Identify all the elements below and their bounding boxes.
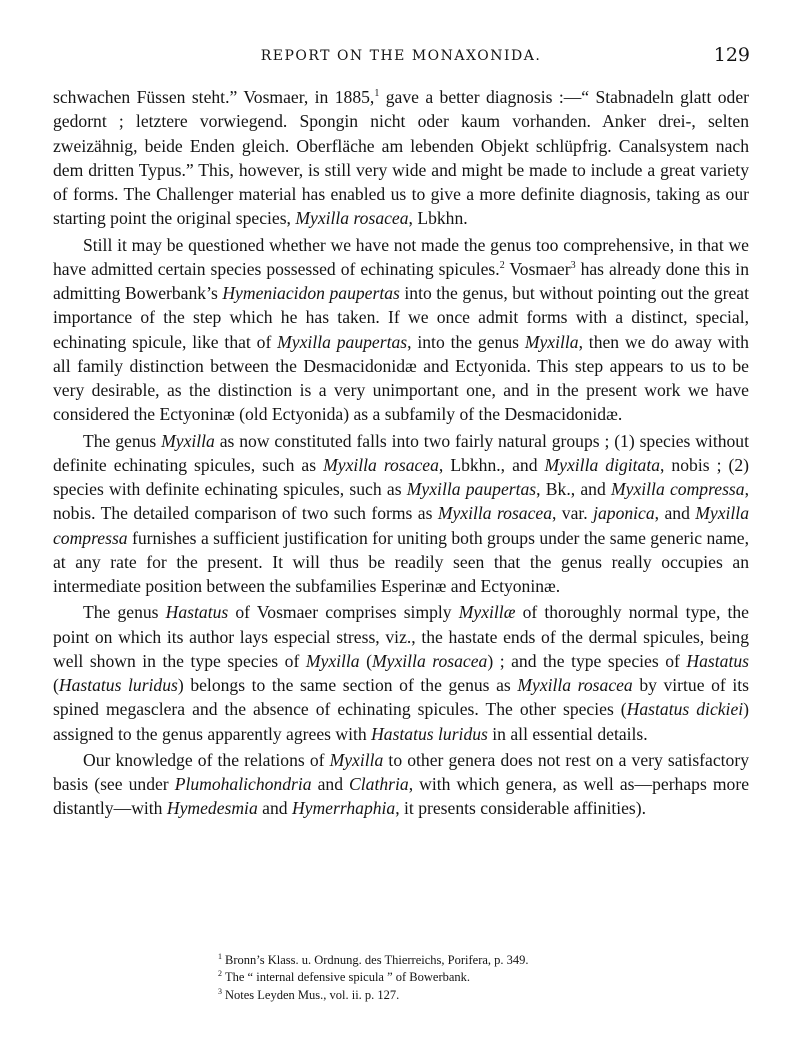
italic-text: Myxilla rosacea [372, 650, 488, 671]
italic-text: Hastatus [165, 602, 229, 623]
paragraph [53, 429, 749, 599]
text-run: , var. [552, 503, 594, 524]
text-run: , with which genera, as well as—perhaps more distantly—with [53, 774, 749, 819]
footnote-mark: 1 [218, 952, 222, 961]
italic-text: Myxilla paupertas [406, 479, 537, 499]
text-run: , it presents considerable affinities). [395, 798, 647, 819]
footnotes [218, 952, 738, 1004]
footnote-text: The “ internal defensive spicula ” of Bowerbank. [225, 970, 471, 985]
text-run: to other genera does not rest on a very satisfactory basis (see under [53, 749, 749, 794]
body-text [53, 85, 749, 823]
page-number: 129 [713, 44, 750, 66]
footnote-mark: 3 [218, 986, 222, 996]
italic-text: Plumohalichondria [174, 774, 312, 794]
italic-text: Hymerrhaphia [291, 798, 396, 819]
italic-text: Clathria [349, 774, 409, 794]
italic-text: Hastatus luridus [58, 675, 178, 695]
italic-text: Myxilla rosacea [295, 208, 409, 229]
header-title: REPORT ON THE MONAXONIDA. [260, 48, 542, 64]
paragraph [53, 748, 749, 821]
italic-text: Hastatus luridus [371, 723, 488, 744]
paragraph [53, 233, 749, 427]
text-run: , Bk., and [536, 479, 611, 499]
italic-text: Myxilla compressa [611, 479, 745, 499]
footnote-ref: 1 [374, 88, 380, 99]
footnote-mark: 2 [218, 969, 222, 979]
text-run: , nobis ; (2) species with definite echinating spicules, such as [53, 454, 750, 499]
text-run: ) assigned to the genus apparently agrees with [53, 699, 750, 744]
text-run: ) ; and the type species of [487, 650, 687, 671]
text-run: , and [654, 503, 696, 524]
text-run: furnishes a sufficient justification for uniting both groups under the same generic name, at any rate for the present. It will thus be readily seen that the genus really occupies an intermediate position between the subfamilies Esperinæ and Ectyoninæ. [53, 527, 749, 596]
italic-text: Myxilla [305, 650, 360, 671]
italic-text: Myxilla [329, 749, 384, 770]
text-run: Our knowledge of the relations of [83, 749, 330, 770]
italic-text: Myxilla rosacea [323, 454, 439, 475]
italic-text: Myxilla [161, 430, 215, 451]
footnote-text: Bronn’s Klass. u. Ordnung. des Thierreichs, Porifera, p. 349. [225, 953, 529, 967]
footnote-text: Notes Leyden Mus., vol. ii. p. 127. [225, 987, 400, 1002]
italic-text: Myxilla digitata [544, 454, 661, 475]
text-run: as now constituted falls into two fairly natural groups ; (1) species without definite echinating spicules, such as [53, 430, 749, 475]
text-run: ( [359, 650, 372, 671]
text-run: into the genus, but without pointing out the great importance of the step which he has taken. If we once admit forms with a distinct, special, echinating spicule, like that of [53, 283, 749, 352]
text-run: , Lbkhn., and [438, 454, 545, 475]
text-run: of Vosmaer comprises simply [228, 602, 459, 623]
italic-text: Myxilla [524, 331, 579, 352]
text-run: The genus [83, 602, 166, 623]
paragraph [53, 85, 749, 231]
italic-text: Hymedesmia [166, 798, 258, 819]
text-run: by virtue of its spined megasclera and the absence of echinating spicules. The other species ( [53, 675, 749, 720]
footnote [218, 987, 738, 1004]
footnote-ref: 2 [499, 259, 505, 271]
italic-text: Myxillæ [458, 602, 516, 623]
italic-text: Myxilla rosacea [437, 503, 553, 524]
text-run: Vosmaer [504, 258, 571, 279]
text-run: has already done this in admitting Bowerbank’s [53, 258, 749, 303]
italic-text: japonica [593, 503, 655, 524]
text-run: , then we do away with all family distinction between the Desmacidonidæ and Ectyonida. This step appears to us to be very desirable, as the distinction is a very unimportant one, and in the present work we have considered the Ectyoninæ (old Ectyonida) as a subfamily of the Desmacidonidæ. [53, 331, 749, 425]
text-run: of thoroughly normal type, the point on which its author lays especial stress, viz., the hastate ends of the dermal spicules, being well shown in the type species of [53, 602, 749, 671]
text-run: and [311, 774, 350, 794]
text-run: and [257, 798, 292, 819]
running-header [52, 46, 750, 66]
text-run: , nobis. The detailed comparison of two such forms as [53, 479, 749, 524]
text-run: The genus [83, 430, 162, 451]
text-run: Still it may be questioned whether we have not made the genus too comprehensive, in that we have admitted certain species possessed of echinating spicules. [53, 234, 749, 279]
text-run: , into the genus [407, 331, 525, 352]
text-run: gave a better diagnosis :—“ Stabnadeln glatt oder gedornt ; letztere vorwiegend. Spongin nicht oder kaum vorhanden. Anker drei-, selten zweizähnig, beide Enden gleich. Oberfläche am lebenden Objekt schlüpfrig. Canalsystem nach dem dritten Typus.” This, however, is still very wide and might be made to include a great variety of forms. The Challenger material has enabled us to give a more definite diagnosis, taking as our starting point the original species, [53, 87, 749, 229]
italic-text: Myxilla rosacea [517, 675, 633, 695]
paragraph [53, 600, 749, 746]
text-run: , Lbkhn. [408, 208, 468, 229]
text-run: in all essential details. [487, 723, 648, 744]
italic-text: Hastatus [686, 650, 749, 671]
text-run: schwachen Füssen steht.” Vosmaer, in 1885, [53, 87, 375, 107]
footnote [218, 952, 738, 969]
text-run: ( [53, 675, 59, 695]
text-run: ) belongs to the same section of the genus as [177, 675, 518, 695]
italic-text: Hymeniacidon paupertas [222, 283, 400, 303]
footnote-ref: 3 [570, 259, 576, 271]
footnote [218, 969, 738, 986]
italic-text: Hastatus dickiei [626, 699, 744, 720]
italic-text: Myxilla compressa [53, 503, 749, 548]
italic-text: Myxilla paupertas [277, 331, 408, 352]
